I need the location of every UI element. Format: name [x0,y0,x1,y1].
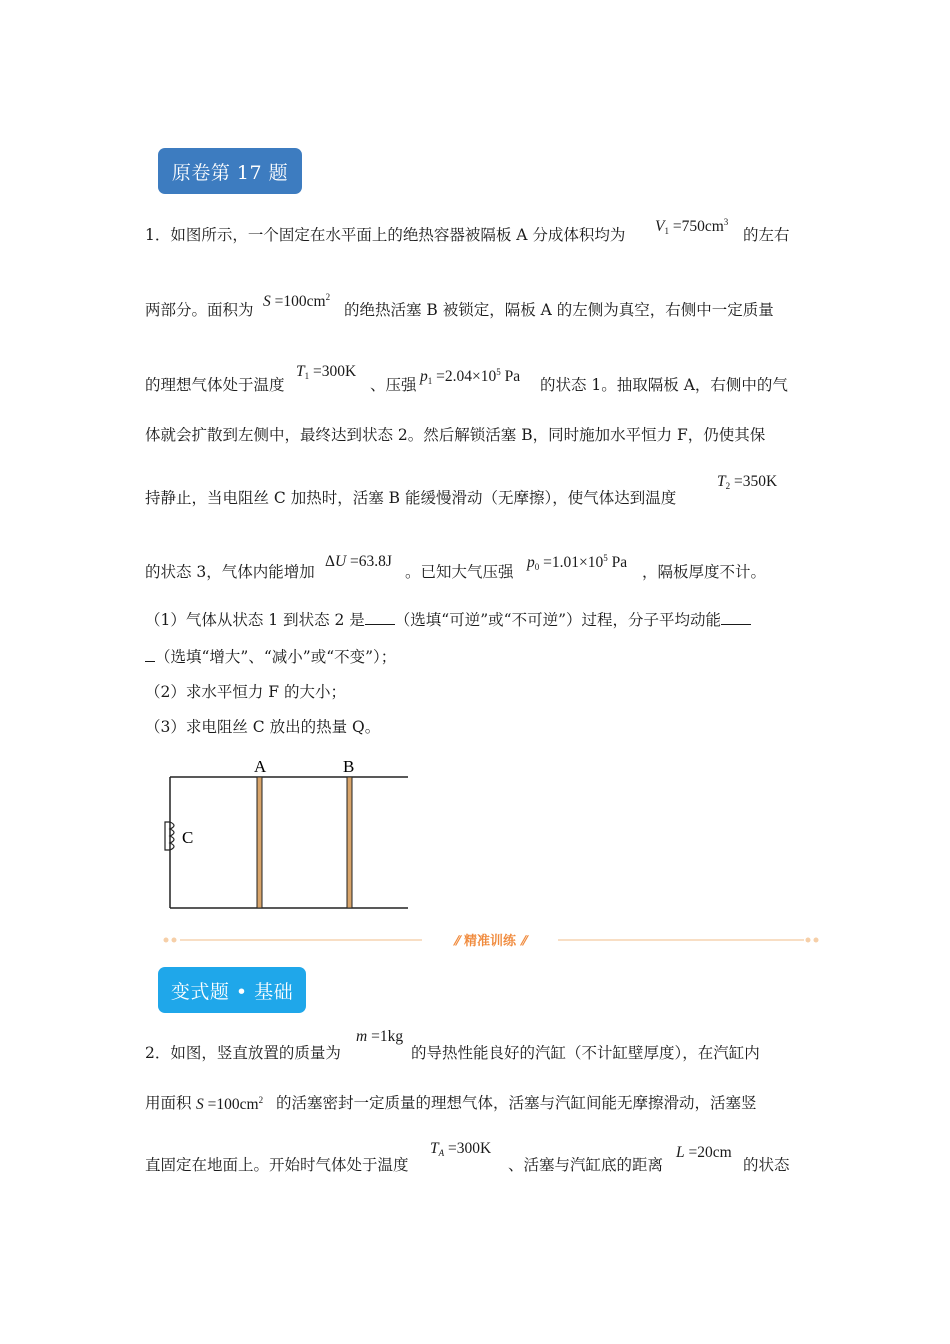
blank-2-cont [145,648,155,662]
blank-1 [365,611,395,625]
divider-label [430,930,550,949]
slash-icon: ⫽ [516,934,527,949]
q1-math-T2: $T_2 =350K$ [717,473,778,491]
q2-line-1b: 的导热性能良好的汽缸（不计缸壁厚度），在汽缸内 [411,1044,760,1062]
q2-math-m: m =1kg [356,1028,404,1045]
q1-text: 1．如图所示，一个固定在水平面上的绝热容器被隔板 A 分成体积均为 [145,226,626,244]
slash-icon: ⫽ [453,934,464,949]
q1-math-T1: $T_1 =300K$ [296,363,357,381]
q1-line-2a: 两部分。面积为 [145,301,254,319]
q1-math-p0: $p_0 =1.01\times 10^5$ Pa [527,553,628,572]
q1-line-1 [145,225,625,245]
q1-sub-2: （2）求水平恒力 F 的大小； [145,683,346,701]
label-b: B [343,757,355,776]
q1-sub-1-cont [145,647,396,667]
q2-line-3a: 直固定在地面上。开始时气体处于温度 [145,1156,409,1174]
q2-line-2a: 用面积 [145,1094,192,1112]
q2-line-3c: 的状态 [743,1156,790,1174]
blank-2 [721,611,751,625]
partition-a [257,777,262,908]
q1-line-6c: ，隔板厚度不计。 [642,563,767,581]
q1-line-2b: 的绝热活塞 B 被锁定，隔板 A 的左侧为真空，右侧中一定质量 [344,301,774,319]
q1-math-S: $S =100cm^2$ [263,292,331,310]
variant-question-badge: 变式题 • 基础 [158,967,306,1013]
q1-sub-1-text-a: （1）气体从状态 1 到状态 2 是 [145,611,365,629]
divider-label-text: 精准训练 [463,934,516,949]
q2-line-2b: 的活塞密封一定质量的理想气体，活塞与汽缸间能无摩擦滑动，活塞竖 [276,1094,757,1112]
q1-sub-1 [145,610,751,630]
q1-line-6b: 。已知大气压强 [405,563,514,581]
q1-line-1-end: 的左右 [743,226,790,244]
section-divider [160,928,820,952]
piston-b [347,777,352,908]
q1-line-6a: 的状态 3，气体内能增加 [145,563,315,581]
q2-math-TA: $T_A =300K$ [430,1140,492,1158]
container-diagram [160,750,420,920]
q2-math-S: $S =100cm^2$ [196,1095,264,1113]
q1-line-4: 体就会扩散到左侧中，最终达到状态 2。然后解锁活塞 B，同时施加水平恒力 F，仍使其保 [145,426,766,444]
q1-math-p1: $p_1 =2.04\times 10^5$ Pa [420,367,521,386]
q2-line-1a: 2．如图，竖直放置的质量为 [145,1044,341,1062]
q1-line-3c: 的状态 1。抽取隔板 A，右侧中的气 [540,376,788,394]
q2-math-L: L =20cm [676,1144,732,1161]
q1-sub-1-text-c: （选填“增大”、“减小”或“不变”）； [155,648,397,666]
q1-math-dU: ΔU =63.8J [325,553,392,570]
label-c: C [182,828,194,847]
q1-line-3b: 、压强 [370,376,417,394]
original-question-badge: 原卷第 17 题 [158,148,302,194]
q1-sub-1-text-b: （选填“可逆”或“不可逆”）过程，分子平均动能 [394,611,721,629]
q1-sub-3: （3）求电阻丝 C 放出的热量 Q。 [145,718,381,736]
q1-line-3a: 的理想气体处于温度 [145,376,285,394]
q2-line-3b: 、活塞与汽缸底的距离 [508,1156,664,1174]
label-a: A [254,757,267,776]
q1-math-V1: $V_1 =750cm^3$ [655,217,729,236]
q1-line-5: 持静止，当电阻丝 C 加热时，活塞 B 能缓慢滑动（无摩擦），使气体达到温度 [145,489,677,507]
